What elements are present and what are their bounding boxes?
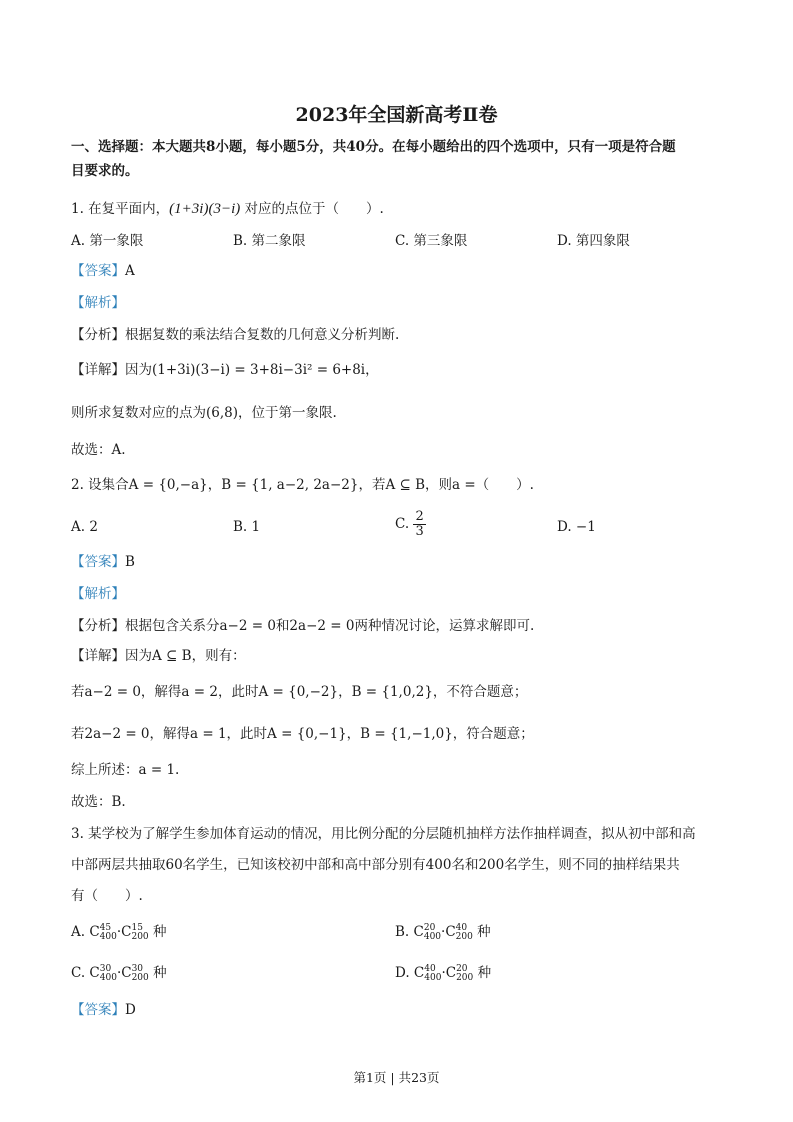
q3-b-sup: 20	[423, 922, 436, 933]
q3-b-sup2: 40	[455, 922, 468, 933]
q1-option-c: C. 第三象限	[395, 233, 468, 249]
q1-point-line: 则所求复数对应的点为(6,8)，位于第一象限.	[71, 405, 337, 421]
q1-answer-tag: 【答案】	[71, 263, 125, 279]
q3-option-d: D. C 40 400 ·C 20 200 种	[395, 963, 492, 983]
q1-fenxi	[71, 325, 399, 345]
q2-fenxi-text: 根据包含关系分a−2 = 0和2a−2 = 0两种情况讨论，运算求解即可.	[125, 618, 535, 634]
q1-xiangjie-text: 因为(1+3i)(3−i) = 3+8i−3i² = 6+8i，	[125, 362, 379, 378]
q2-option-b: B. 1	[233, 519, 261, 535]
section-header-line2: 目要求的。	[71, 163, 139, 179]
q3-option-d-label: D.	[395, 965, 410, 981]
q3-c-sub2: 200	[131, 972, 149, 983]
q2-xiangjie	[71, 646, 246, 666]
q3-c-sup: 30	[99, 963, 112, 974]
q2-xiangjie-tag: 【详解】	[71, 648, 125, 664]
q2-fenxi-tag: 【分析】	[71, 618, 125, 634]
q1-fenxi-text: 根据复数的乘法结合复数的几何意义分析判断.	[125, 327, 400, 343]
q1-jiexi	[71, 293, 125, 313]
q2-choose: 故选：B.	[71, 794, 126, 810]
q3-answer-value: D	[125, 1002, 136, 1018]
q2-answer-tag: 【答案】	[71, 554, 125, 570]
q3-option-b: B. C 20 400 ·C 40 200 种	[395, 922, 491, 942]
q3-option-a-unit: 种	[152, 924, 167, 940]
q3-option-c-unit: 种	[153, 965, 167, 981]
q3-a-sub: 400	[99, 931, 117, 942]
q1-option-d: D. 第四象限	[557, 233, 630, 249]
q2-option-c-label: C.	[395, 516, 410, 532]
q1-xiangjie-tag: 【详解】	[71, 362, 125, 378]
q3-b-sub2: 200	[455, 931, 473, 942]
q2-option-a: A. 2	[71, 519, 98, 535]
q1-stem-math: (1+3i)(3−i)	[169, 201, 241, 217]
q3-c-sup2: 30	[131, 963, 144, 974]
q3-stem-line2: 中部两层共抽取60名学生，已知该校初中部和高中部分别有400名和200名学生，则不同的抽样结果共	[71, 857, 680, 873]
q3-option-b-label: B.	[395, 924, 410, 940]
q3-answer-tag: 【答案】	[71, 1002, 125, 1018]
q3-option-a: A. C 45 400 ·C 15 200 种	[71, 922, 167, 942]
q1-option-a: A. 第一象限	[71, 233, 144, 249]
q3-d-sup: 40	[424, 963, 436, 974]
page-footer: 第1页 | 共23页	[353, 1070, 440, 1085]
q1-answer-value: A	[125, 263, 135, 279]
q1-stem-post: 对应的点位于（ ）.	[240, 201, 384, 217]
q3-option-d-unit: 种	[477, 965, 492, 981]
q2-answer-value: B	[125, 554, 135, 570]
q2-case1: 若a−2 = 0，解得a = 2，此时A = {0,−2}，B = {1,0,2}，不符合题意；	[71, 684, 528, 700]
q3-a-sup: 45	[99, 922, 112, 933]
q3-option-c: C. C 30 400 ·C 30 200 种	[71, 963, 167, 983]
q1-stem-pre: 1. 在复平面内，	[71, 201, 170, 217]
q2-option-c-numerator: 2	[415, 509, 424, 524]
q3-d-sub2: 200	[456, 972, 474, 983]
q3-a-sub2: 200	[131, 931, 149, 942]
q2-fenxi	[71, 616, 534, 636]
q2-option-c	[395, 510, 426, 539]
q3-answer	[71, 1000, 136, 1020]
section-header-line1: 一、选择题：本大题共8小题，每小题5分，共40分。在每小题给出的四个选项中，只有一项是符合题	[71, 139, 676, 155]
q1-jiexi-tag: 【解析】	[71, 295, 125, 311]
q2-option-d: D. −1	[557, 519, 596, 535]
q1-fenxi-tag: 【分析】	[71, 327, 125, 343]
q3-d-sub: 400	[424, 972, 442, 983]
q2-answer	[71, 552, 135, 572]
q2-jiexi-tag: 【解析】	[71, 586, 125, 602]
q2-jiexi	[71, 584, 125, 604]
q3-option-c-label: C.	[71, 965, 86, 981]
exam-title: 2023年全国新高考Ⅱ卷	[295, 104, 498, 126]
q3-b-sub: 400	[423, 931, 442, 942]
q2-option-c-denominator: 3	[415, 524, 424, 539]
q2-option-c-fraction	[413, 510, 425, 539]
q1-stem	[71, 199, 384, 219]
q3-stem-line3: 有（ ）.	[71, 888, 143, 904]
q3-option-b-unit: 种	[477, 924, 491, 940]
q2-stem: 2. 设集合A = {0,−a}，B = {1, a−2, 2a−2}，若A ⊆ B，则a =（ ）.	[71, 477, 534, 493]
q3-option-a-label: A.	[71, 924, 86, 940]
q3-c-sub: 400	[99, 972, 117, 983]
q1-choose: 故选：A.	[71, 442, 126, 458]
q1-option-b: B. 第二象限	[233, 233, 306, 249]
q2-summary: 综上所述：a = 1.	[71, 762, 180, 778]
q1-xiangjie	[71, 360, 379, 380]
q1-answer	[71, 261, 135, 281]
q2-case2: 若2a−2 = 0，解得a = 1，此时A = {0,−1}，B = {1,−1,0}，符合题意；	[71, 726, 534, 742]
q3-a-sup2: 15	[131, 922, 143, 933]
q2-xiangjie-text: 因为A ⊆ B，则有：	[125, 648, 246, 664]
q3-stem-line1: 3. 某学校为了解学生参加体育运动的情况，用比例分配的分层随机抽样方法作抽样调查，拟从初中部和高	[71, 826, 696, 842]
q3-d-sup2: 20	[456, 963, 468, 974]
